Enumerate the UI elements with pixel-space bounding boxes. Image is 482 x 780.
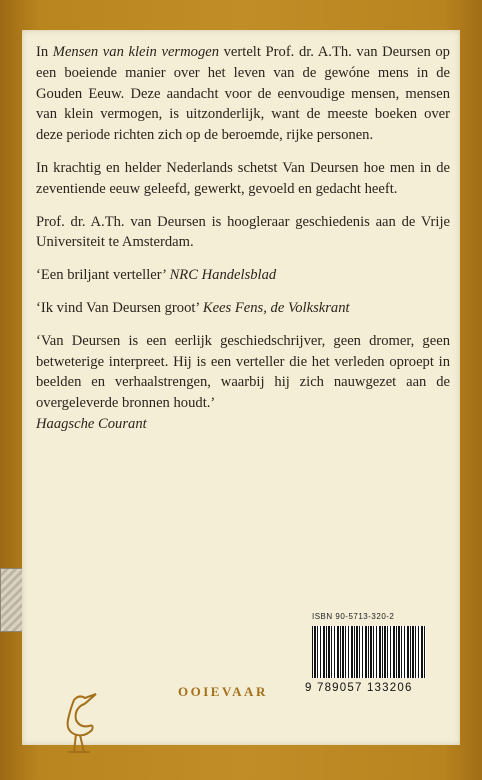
quote-3-source: Haagsche Courant: [36, 415, 147, 432]
isbn-label: ISBN 90-5713-320-2: [312, 612, 395, 621]
blurb-paragraph-1: [36, 42, 450, 146]
publisher-name: OOIEVAAR: [178, 684, 268, 699]
blurb-p1-prefix: In: [36, 44, 53, 60]
text-panel: [22, 30, 460, 745]
quote-2-text: ‘Ik vind Van Deursen groot’: [36, 299, 203, 316]
quote-2-source: Kees Fens, de Volkskrant: [202, 299, 350, 316]
barcode-number: 9 789057 133206: [305, 682, 413, 694]
blurb-text: [36, 42, 450, 435]
blurb-paragraph-2: In krachtig en helder Nederlands schetst Van Deursen hoe men in de zeventiende eeuw geleefd, gewerkt, gevoeld en gedacht heeft.: [36, 159, 450, 197]
blurb-paragraph-3: Prof. dr. A.Th. van Deursen is hoogleraar geschiedenis aan de Vrije Universiteit te Amsterdam.: [36, 213, 450, 251]
quote-1: [36, 265, 450, 286]
blurb-p1-rest: vertelt Prof. dr. A.Th. van Deursen op een boeiende manier over het leven van de gewóne mens in de Gouden Eeuw. Deze aandacht voor de eenvoudige mensen, mensen van klein vermogen, is uitzonderlijk, want de meeste boeken over deze periode richten zich op de beroemde, rijke personen.: [36, 44, 450, 144]
quote-3-text: ‘Van Deursen is een eerlijk geschiedschrijver, geen dromer, geen betweterige interpreet. Hij is een verteller die het verleden oproept in beelden en verhaalstrengen, waarbij hij zich nauwgezet aan de overgeleverde bronnen houdt.’: [36, 332, 450, 412]
quote-1-source: NRC Handelsblad: [169, 267, 277, 284]
quote-2: [36, 298, 450, 319]
barcode: [312, 626, 426, 678]
stork-icon: [54, 690, 104, 760]
quote-3: [36, 331, 450, 435]
quote-1-text: ‘Een briljant verteller’: [36, 267, 170, 284]
book-title: Mensen van klein vermogen: [52, 44, 220, 60]
